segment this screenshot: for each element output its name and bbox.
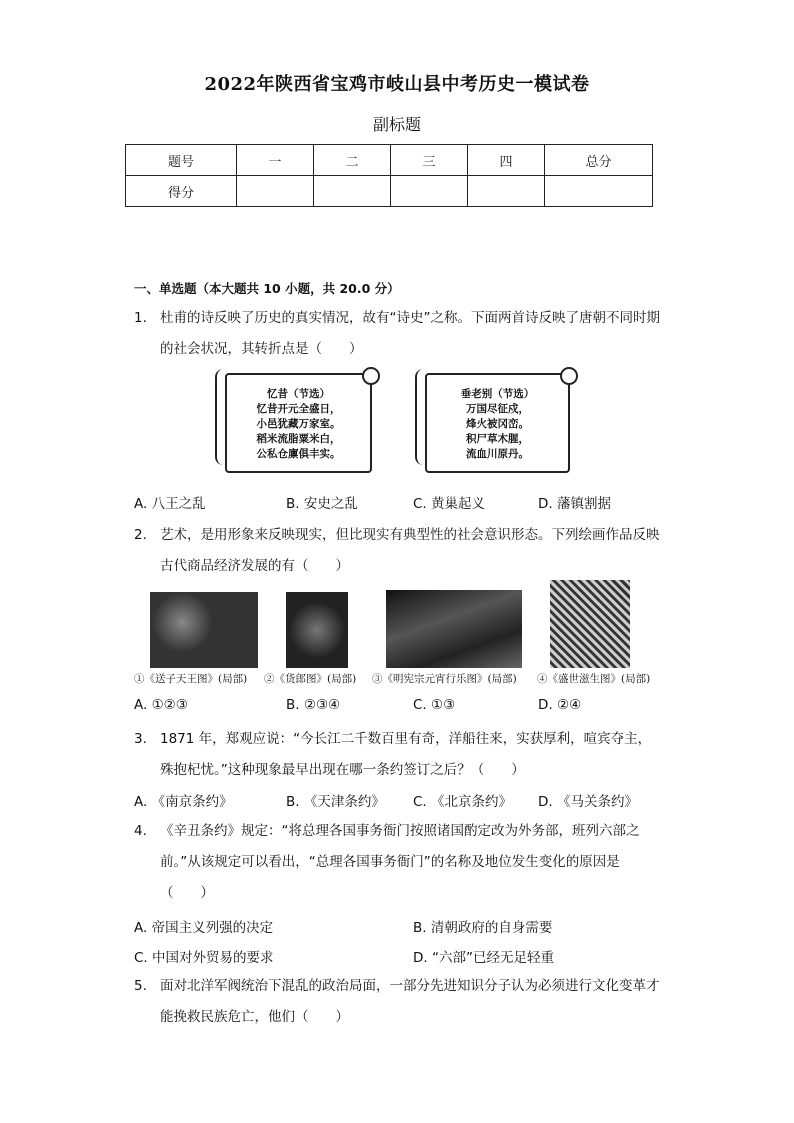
scroll-curl [215,369,229,465]
option-a[interactable]: A. 帝国主义列强的决定 [134,920,274,936]
poem-line: 小邑犹藏万家室。 [256,418,341,430]
poem-line: 万国尽征戍， [466,403,529,415]
score-cell: 总分 [545,145,653,176]
poem-line: 忆昔开元全盛日， [256,403,341,415]
option-d[interactable]: D. “六部”已经无足轻重 [413,950,554,966]
question-4-options-row1 [134,916,674,944]
section-heading: 一、单选题（本大题共 10 小题，共 20.0 分） [134,281,400,296]
scroll-curl [415,369,429,465]
page-subtitle: 副标题 [372,115,421,134]
painting-1-image [150,592,258,668]
painting-2-image [286,592,348,668]
question-text: 杜甫的诗反映了历史的真实情况，故有“诗史”之称。下面两首诗反映了唐朝不同时期的社会状况，其转折点是（ ） [160,310,660,357]
score-table [125,144,653,207]
painting-3-caption: ③《明宪宗元宵行乐图》(局部) [372,673,517,685]
option-c[interactable]: C. 黄巢起义 [413,496,486,512]
question-text: 《辛丑条约》规定：“将总理各国事务衙门按照诸国酌定改为外务部，班列六部之前。”从该规定可以看出，“总理各国事务衙门”的名称及地位发生变化的原因是（ ） [160,823,640,901]
score-cell: 三 [391,145,468,176]
question-3-options [134,790,674,818]
question-number: 3. [134,731,147,747]
poem-line: 公私仓廪俱丰实。 [256,448,341,460]
poem-title: 忆昔（节选） [267,388,330,400]
scroll-roll [362,367,380,385]
poem-scroll-1 [225,373,372,473]
option-b[interactable]: B. 《天津条约》 [286,794,385,810]
poem-scroll-2 [425,373,570,473]
question-2 [134,520,664,582]
option-d[interactable]: D. 《马关条约》 [538,794,638,810]
question-3 [134,724,664,786]
option-d[interactable]: D. ②④ [538,697,582,713]
question-number: 5. [134,978,147,994]
question-text: 面对北洋军阀统治下混乱的政治局面，一部分先进知识分子认为必须进行文化变革才能挽救民族危亡，他们（ ） [160,978,660,1025]
question-1 [134,303,664,365]
question-number: 1. [134,310,147,326]
painting-4-image [550,580,630,668]
option-a[interactable]: A. 《南京条约》 [134,794,233,810]
question-1-options [134,492,674,520]
score-table-score-row [126,176,653,207]
question-4 [134,816,664,909]
option-b[interactable]: B. 清朝政府的自身需要 [413,920,553,936]
option-d[interactable]: D. 藩镇割据 [538,496,611,512]
poem-title: 垂老别（节选） [460,388,535,400]
option-c[interactable]: C. 《北京条约》 [413,794,513,810]
score-cell [391,176,468,207]
poem-line: 积尸草木腥， [466,433,529,445]
option-b[interactable]: B. ②③④ [286,697,341,713]
poem-line: 流血川原丹。 [466,448,529,460]
score-cell: 一 [237,145,314,176]
question-4-options-row2 [134,946,674,974]
question-number: 2. [134,527,147,543]
score-cell [545,176,653,207]
question-5 [134,971,664,1033]
score-cell [314,176,391,207]
question-number: 4. [134,823,147,839]
painting-2-caption: ②《货郎图》(局部) [264,673,357,685]
score-cell: 四 [468,145,545,176]
option-c[interactable]: C. 中国对外贸易的要求 [134,950,274,966]
option-c[interactable]: C. ①③ [413,697,456,713]
score-cell: 得分 [126,176,237,207]
question-text: 艺术，是用形象来反映现实，但比现实有典型性的社会意识形态。下列绘画作品反映古代商品经济发展的有（ ） [160,527,660,574]
poem-line: 稻米流脂粟米白， [256,433,341,445]
painting-3-image [386,590,522,668]
poem-line: 烽火被冈峦。 [466,418,529,430]
option-b[interactable]: B. 安史之乱 [286,496,358,512]
option-a[interactable]: A. 八王之乱 [134,496,206,512]
question-text: 1871 年，郑观应说：“今长江二千数百里有奇，洋船往来，实获厚利，喧宾夺主，殊抱杞忧。”这种现象最早出现在哪一条约签订之后？（ ） [160,731,652,778]
score-cell [237,176,314,207]
painting-4-caption: ④《盛世滋生图》(局部) [537,673,651,685]
score-cell: 题号 [126,145,237,176]
score-cell: 二 [314,145,391,176]
scroll-roll [560,367,578,385]
score-table-header-row [126,145,653,176]
page-title: 2022年陕西省宝鸡市岐山县中考历史一模试卷 [204,74,590,95]
question-2-options [134,697,674,725]
painting-1-caption: ①《送子天王图》(局部) [134,673,248,685]
option-a[interactable]: A. ①②③ [134,697,188,713]
score-cell [468,176,545,207]
